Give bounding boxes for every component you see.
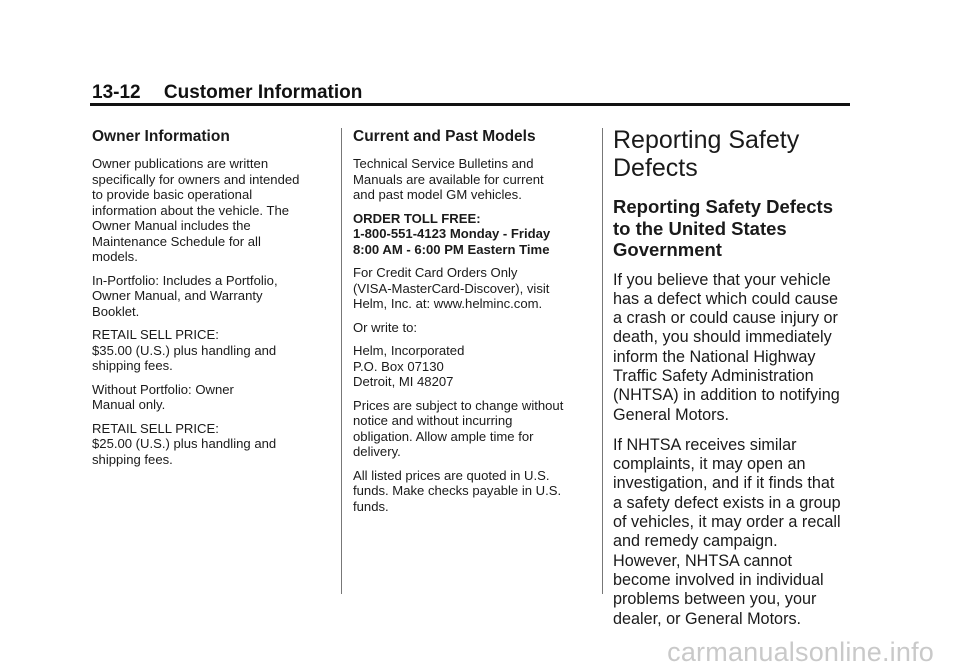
paragraph: Technical Service Bulletins and Manuals are available for current and past model GM vehicles. xyxy=(353,156,544,202)
safety-defects-column xyxy=(613,126,859,640)
safety-defects-subtitle: Reporting Safety Defects to the United States Government xyxy=(613,196,833,260)
column-divider xyxy=(602,128,603,594)
paragraph: If NHTSA receives similar complaints, it may open an investigation, and if it finds that a safety defect exists in a group of vehicles, it may order a recall and remedy campaign. However, NHTSA cannot become involved in individual problems between you, your dealer, or General Motors. xyxy=(613,435,841,628)
current-past-models-column xyxy=(353,128,593,522)
safety-defects-title: Reporting Safety Defects xyxy=(613,126,800,182)
paragraph: All listed prices are quoted in U.S. funds. Make checks payable in U.S. funds. xyxy=(353,467,562,514)
watermark: carmanualsonline.info xyxy=(667,637,934,667)
mailing-address: Helm, Incorporated P.O. Box 07130 Detroit, MI 48207 xyxy=(353,343,465,389)
order-toll-free: ORDER TOLL FREE: 1-800-551-4123 Monday - Friday 8:00 AM - 6:00 PM Eastern Time xyxy=(353,210,551,257)
header-rule xyxy=(90,103,850,106)
paragraph: Without Portfolio: Owner Manual only. xyxy=(92,381,234,412)
paragraph: In-Portfolio: Includes a Portfolio, Owner Manual, and Warranty Booklet. xyxy=(92,272,278,319)
paragraph: RETAIL SELL PRICE: $35.00 (U.S.) plus handling and shipping fees. xyxy=(92,327,277,373)
page-header xyxy=(92,82,852,104)
paragraph: For Credit Card Orders Only (VISA-MasterCard-Discover), visit Helm, Inc. at: www.helminc.com. xyxy=(353,265,550,311)
current-past-models-heading: Current and Past Models xyxy=(353,128,536,145)
paragraph: Prices are subject to change without notice and without incurring obligation. Allow ample time for delivery. xyxy=(353,397,564,459)
paragraph: If you believe that your vehicle has a defect which could cause a crash or could cause injury or death, you should immediately inform the National Highway Traffic Safety Administration (NHTSA) in addition to notifying General Motors. xyxy=(613,270,840,424)
owner-information-heading: Owner Information xyxy=(92,128,230,145)
page-number: 13-12 xyxy=(92,82,141,103)
owner-information-column xyxy=(92,128,330,475)
section-title: Customer Information xyxy=(163,82,363,103)
paragraph: RETAIL SELL PRICE: $25.00 (U.S.) plus handling and shipping fees. xyxy=(92,420,277,467)
paragraph: Or write to: xyxy=(353,319,418,335)
column-divider xyxy=(341,128,342,594)
paragraph: Owner publications are written specifically for owners and intended to provide basic operational information about the vehicle. The Owner Manual includes the Maintenance Schedule for all models. xyxy=(92,156,300,264)
